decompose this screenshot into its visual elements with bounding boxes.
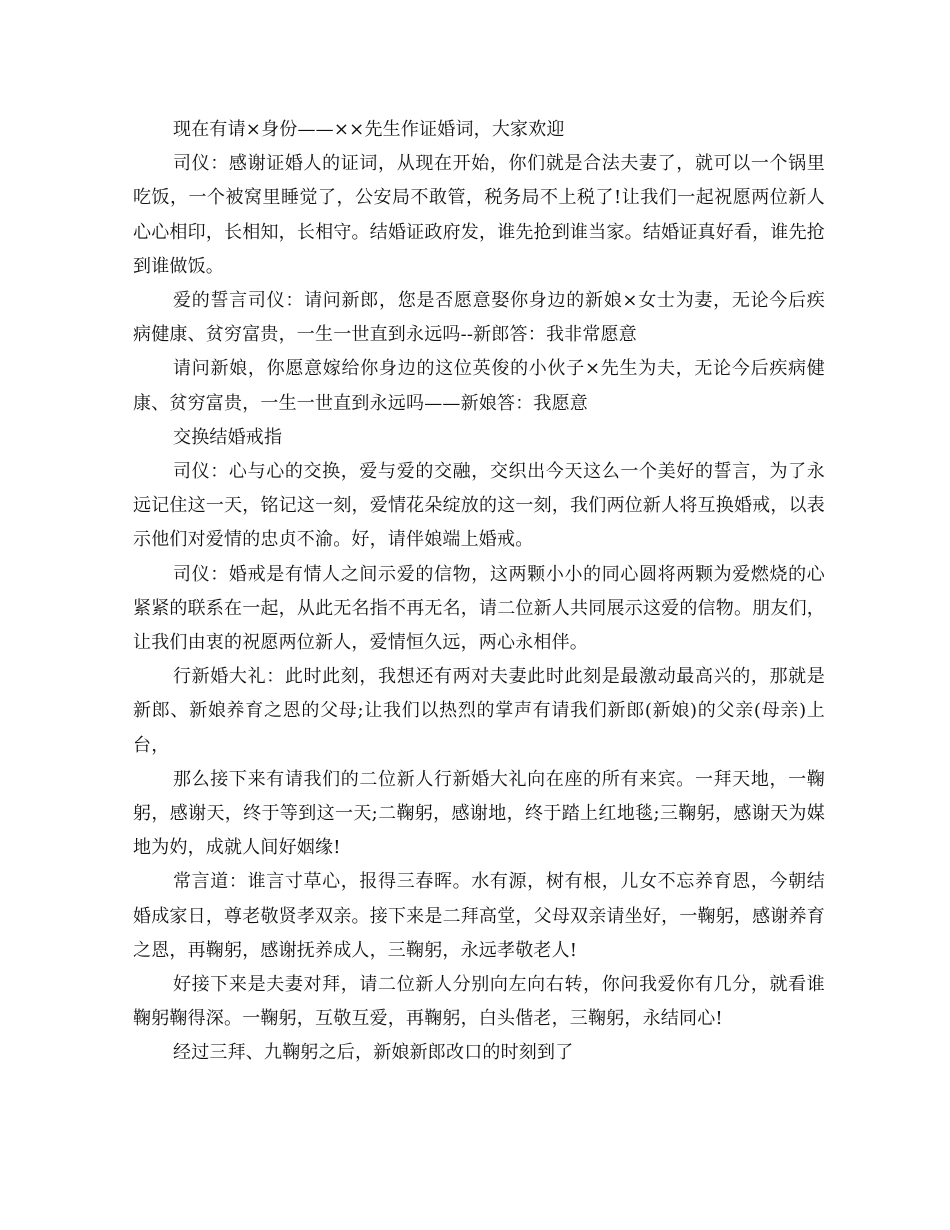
paragraph-ring-token: 司仪：婚戒是有情人之间示爱的信物，这两颗小小的同心圆将两颗为爱燃烧的心紧紧的联系在一起，从此无名指不再无名，请二位新人共同展示这爱的信物。朋友们，让我们由衷的祝愿两位新人，爱情恒久远，两心永相伴。 xyxy=(133,563,825,654)
paragraph-bride-vow: 请问新娘，你愿意嫁给你身边的这位英俊的小伙子×先生为夫，无论今后疾病健康、贫穷富贵，一生一世直到永远吗——新娘答：我愿意 xyxy=(133,358,825,414)
paragraph-couple-bow: 好接下来是夫妻对拜，请二位新人分别向左向右转，你问我爱你有几分，就看谁鞠躬鞠得深。一鞠躬，互敬互爱，再鞠躬，白头偕老，三鞠躬，永结同心! xyxy=(133,974,825,1030)
paragraph-bow-to-parents: 常言道：谁言寸草心，报得三春晖。水有源，树有根，儿女不忘养育恩，今朝结婚成家日，尊老敬贤孝双亲。接下来是二拜高堂，父母双亲请坐好，一鞠躬，感谢养育之恩，再鞠躬，感谢抚养成人，三鞠躬，永远孝敬老人! xyxy=(133,871,825,961)
paragraph-groom-vow: 爱的誓言司仪：请问新郎，您是否愿意娶你身边的新娘×女士为妻，无论今后疾病健康、贫穷富贵，一生一世直到永远吗--新郎答：我非常愿意 xyxy=(133,290,825,346)
paragraph-ring-exchange: 司仪：心与心的交换，爱与爱的交融，交织出今天这么一个美好的誓言，为了永远记住这一天，铭记这一刻，爱情花朵绽放的这一刻，我们两位新人将互换婚戒，以表示他们对爱情的忠贞不渝。好，请伴娘端上婚戒。 xyxy=(133,461,825,551)
paragraph-bow-to-heaven: 那么接下来有请我们的二位新人行新婚大礼向在座的所有来宾。一拜天地，一鞠躬，感谢天，终于等到这一天;二鞠躬，感谢地，终于踏上红地毯;三鞠躬，感谢天为媒地为妁，成就人间好姻缘! xyxy=(133,768,825,859)
paragraph-change-address: 经过三拜、九鞠躬之后，新娘新郎改口的时刻到了 xyxy=(173,1042,574,1064)
paragraph-wedding-ceremony: 行新婚大礼：此时此刻，我想还有两对夫妻此时此刻是最激动最高兴的，那就是新郎、新娘养育之恩的父母;让我们以热烈的掌声有请我们新郎(新娘)的父亲(母亲)上台， xyxy=(133,666,825,756)
document-body xyxy=(133,113,825,1071)
paragraph-ring-exchange-heading: 交换结婚戒指 xyxy=(173,426,283,448)
paragraph-witness-invite: 现在有请×身份——××先生作证婚词，大家欢迎 xyxy=(173,119,565,140)
paragraph-witness-thanks: 司仪：感谢证婚人的证词，从现在开始，你们就是合法夫妻了，就可以一个锅里吃饭，一个被窝里睡觉了，公安局不敢管，税务局不上税了!让我们一起祝愿两位新人心心相印，长相知，长相守。结婚证政府发，谁先抢到谁当家。结婚证真好看，谁先抢到谁做饭。 xyxy=(133,153,825,277)
